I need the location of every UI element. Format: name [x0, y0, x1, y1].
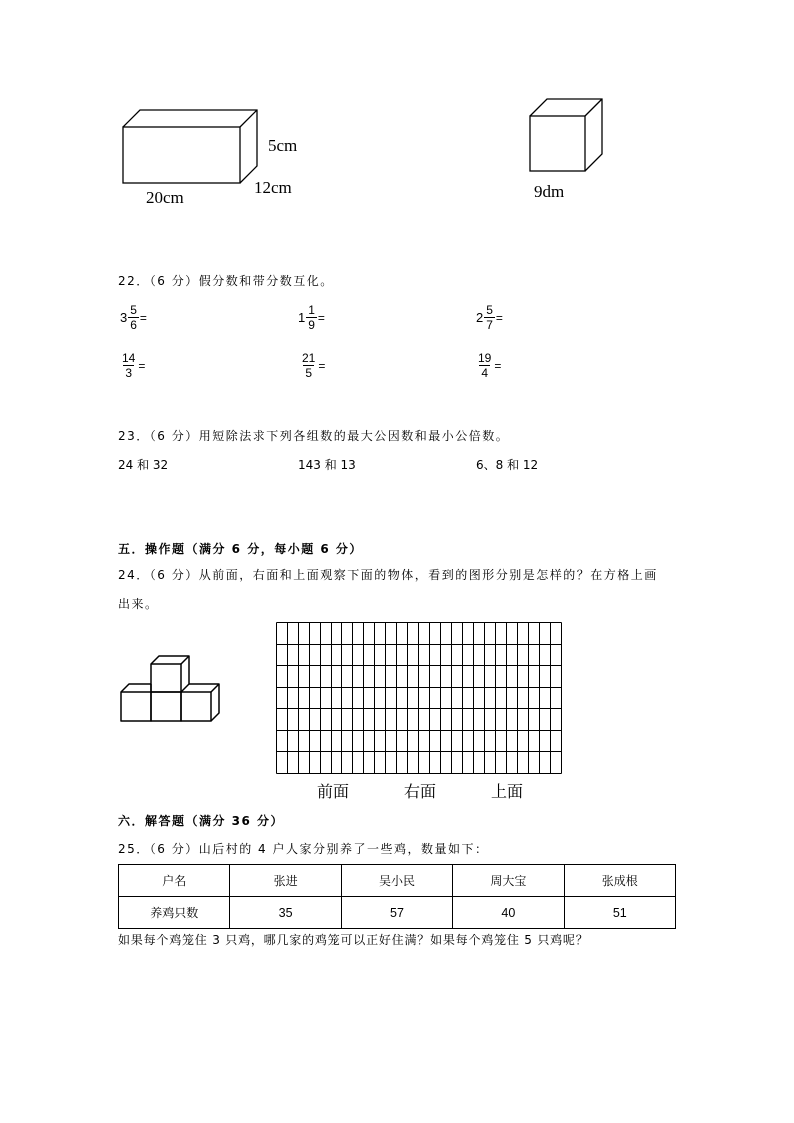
cuboid-height-label: 5cm — [268, 136, 298, 155]
cuboid-length-label: 20cm — [146, 188, 184, 207]
q23-title: 23．（6 分）用短除法求下列各组数的最大公因数和最小公倍数。 — [118, 429, 510, 443]
q22-item-1: 3 $\frac{5}{6}$ = — [120, 303, 147, 332]
q25-title: 25．（6 分）山后村的 4 户人家分别养了一些鸡，数量如下： — [118, 842, 489, 856]
section6-heading: 六．解答题（满分 36 分） — [118, 814, 285, 828]
table-header-cell: 户名 — [119, 865, 230, 897]
q25-question: 如果每个鸡笼住 3 只鸡，哪几家的鸡笼可以正好住满？如果每个鸡笼住 5 只鸡呢？ — [118, 933, 589, 947]
table-row-label: 养鸡只数 — [119, 897, 230, 929]
cuboid-width-label: 12cm — [254, 178, 292, 197]
table-header-cell: 吴小民 — [341, 865, 452, 897]
stacked-cubes-figure — [118, 648, 228, 728]
q22-item-3: 2 $\frac{5}{7}$ = — [476, 303, 503, 332]
q22-title: 22．（6 分）假分数和带分数互化。 — [118, 274, 334, 288]
cuboid-figure — [118, 108, 268, 188]
q23-item-1: 24 和 32 — [118, 458, 169, 472]
q23-item-2: 143 和 13 — [298, 458, 356, 472]
section5-heading: 五．操作题（满分 6 分，每小题 6 分） — [118, 542, 363, 556]
table-header-cell: 张进 — [230, 865, 341, 897]
table-cell: 57 — [341, 897, 452, 929]
q23-item-3: 6、8 和 12 — [476, 458, 539, 472]
q24-text-line2: 出来。 — [118, 597, 159, 611]
table-header-cell: 周大宝 — [453, 865, 564, 897]
q22-item-5: $\frac{21}{5}$ = — [302, 351, 326, 380]
grid-label-front: 前面 — [317, 782, 350, 801]
cube-edge-label: 9dm — [534, 182, 565, 201]
cube-figure — [526, 96, 608, 176]
table-cell: 40 — [453, 897, 564, 929]
table-cell: 35 — [230, 897, 341, 929]
drawing-grid[interactable] — [275, 622, 564, 775]
chicken-table — [118, 864, 676, 929]
table-header-cell: 张成根 — [564, 865, 675, 897]
q22-item-2: 1 $\frac{1}{9}$ = — [298, 303, 325, 332]
q22-item-4: $\frac{14}{3}$ = — [122, 351, 146, 380]
q24-text-line1: 24．（6 分）从前面，右面和上面观察下面的物体，看到的图形分别是怎样的？在方格上画 — [118, 568, 658, 582]
q22-item-6: $\frac{19}{4}$ = — [478, 351, 502, 380]
grid-label-top: 上面 — [491, 782, 524, 801]
table-cell: 51 — [564, 897, 675, 929]
table-header-row — [119, 865, 676, 897]
table-row — [119, 897, 676, 929]
grid-label-right: 右面 — [404, 782, 437, 801]
